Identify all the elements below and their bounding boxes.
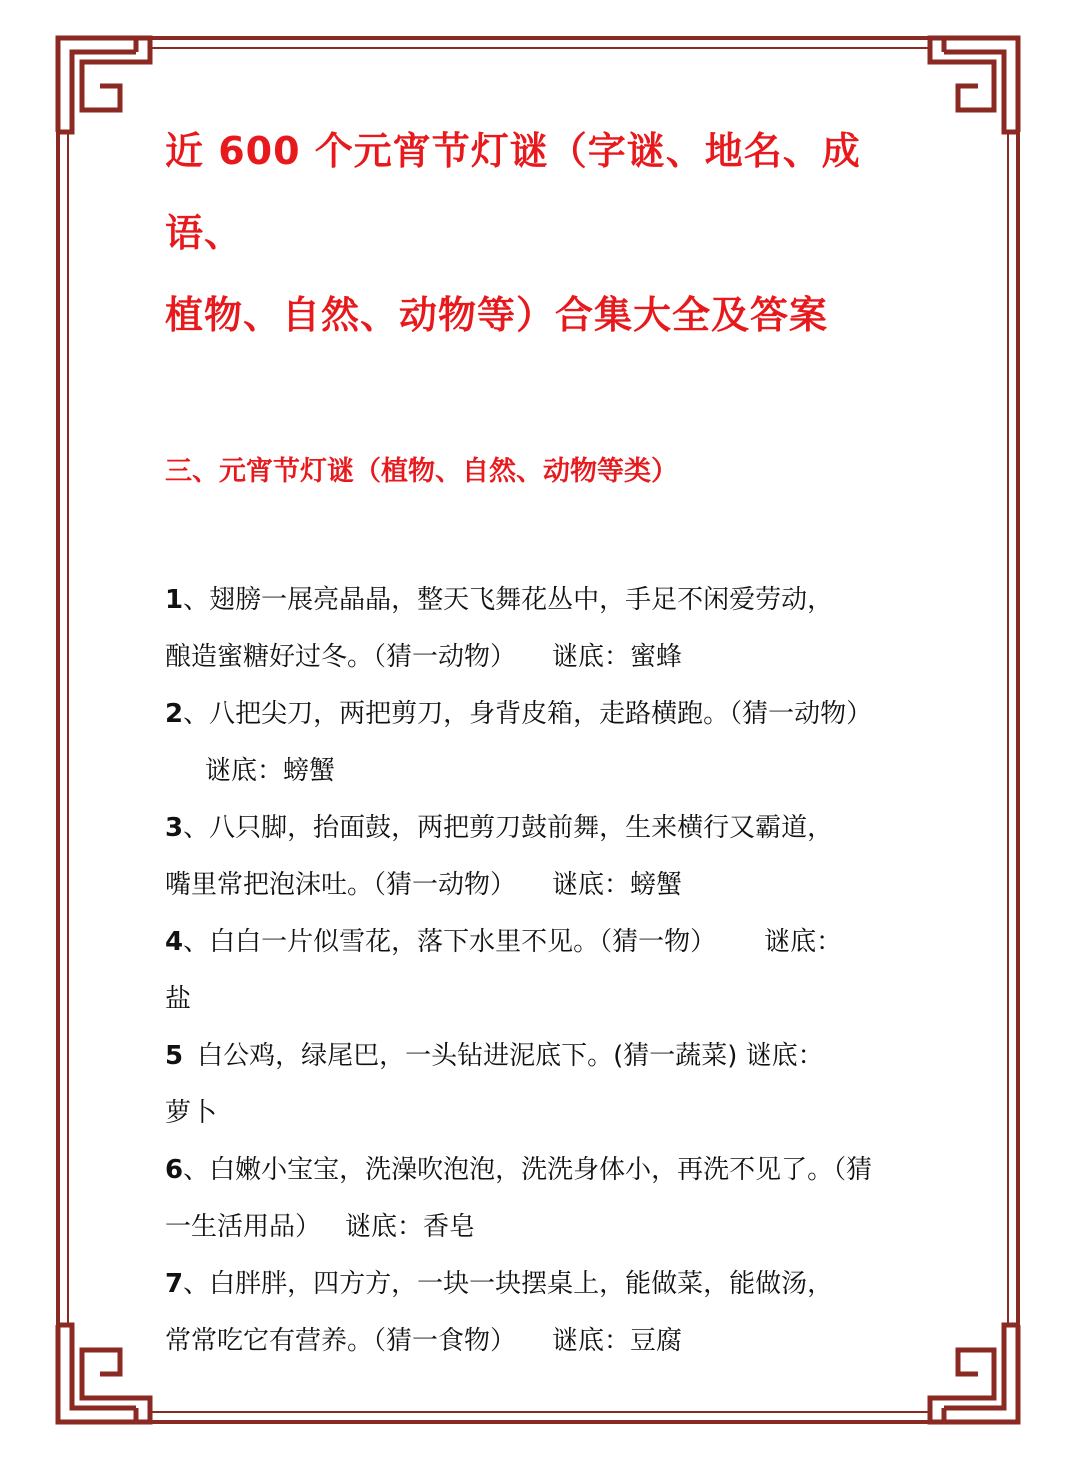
riddle-text: 嘴里常把泡沫吐。（猜一动物） bbox=[165, 870, 517, 900]
riddle-number: 1 bbox=[165, 585, 184, 615]
riddle-item-5 bbox=[165, 1028, 935, 1142]
riddle-text: 、八把尖刀，两把剪刀，身背皮箱，走路横跑。（猜一动物） bbox=[183, 699, 873, 729]
riddle-item-7 bbox=[165, 1256, 935, 1370]
corner-ornament-top-right bbox=[930, 38, 1018, 132]
riddle-number: 4 bbox=[165, 927, 184, 957]
riddle-answer: 谜底：螃蟹 bbox=[552, 870, 683, 900]
riddle-text: 、八只脚，抬面鼓，两把剪刀鼓前舞，生来横行又霸道， bbox=[183, 813, 834, 843]
riddle-text: 酿造蜜糖好过冬。（猜一动物） bbox=[165, 642, 517, 672]
riddle-number: 2 bbox=[165, 699, 184, 729]
corner-ornament-top-left bbox=[58, 38, 150, 132]
section-title: 三、元宵节灯谜（植物、自然、动物等类） bbox=[165, 456, 678, 487]
riddle-answer: 谜底：螃蟹 bbox=[205, 756, 336, 786]
riddle-number: 7 bbox=[165, 1269, 184, 1299]
riddle-text: 白公鸡，绿尾巴，一头钻进泥底下。(猜一蔬菜) 谜底： bbox=[197, 1041, 824, 1071]
riddle-number: 3 bbox=[165, 813, 184, 843]
riddle-answer: 谜底：豆腐 bbox=[552, 1326, 683, 1356]
riddle-item-2 bbox=[165, 686, 935, 800]
corner-ornament-bottom-left bbox=[58, 1325, 150, 1422]
riddle-item-6 bbox=[165, 1142, 935, 1256]
corner-ornament-bottom-right bbox=[930, 1325, 1018, 1422]
riddle-answer: 谜底：香皂 bbox=[345, 1212, 476, 1242]
riddle-item-1 bbox=[165, 572, 935, 686]
riddle-text: 、白嫩小宝宝，洗澡吹泡泡，洗洗身体小，再洗不见了。（猜 bbox=[183, 1155, 873, 1185]
riddle-item-3 bbox=[165, 800, 935, 914]
document-content bbox=[165, 110, 935, 1370]
document-title bbox=[165, 110, 935, 356]
riddle-answer-value: 盐 bbox=[165, 984, 192, 1014]
title-line-2: 植物、自然、动物等）合集大全及答案 bbox=[165, 293, 829, 337]
title-line-1: 近 600 个元宵节灯谜（字谜、地名、成语、 bbox=[165, 129, 861, 255]
riddle-answer-label: 谜底： bbox=[764, 927, 843, 957]
riddle-item-4 bbox=[165, 914, 935, 1028]
riddle-text: 常常吃它有营养。（猜一食物） bbox=[165, 1326, 517, 1356]
riddle-number: 5 bbox=[165, 1041, 184, 1071]
riddle-list bbox=[165, 572, 935, 1370]
riddle-text: 一生活用品） bbox=[165, 1212, 322, 1242]
riddle-text: 、白白一片似雪花，落下水里不见。（猜一物） bbox=[183, 927, 717, 957]
riddle-number: 6 bbox=[165, 1155, 184, 1185]
riddle-answer-value: 萝卜 bbox=[165, 1098, 218, 1128]
riddle-text: 、白胖胖，四方方，一块一块摆桌上，能做菜，能做汤， bbox=[183, 1269, 834, 1299]
riddle-answer: 谜底：蜜蜂 bbox=[552, 642, 683, 672]
riddle-text: 、翅膀一展亮晶晶，整天飞舞花丛中，手足不闲爱劳动， bbox=[183, 585, 834, 615]
